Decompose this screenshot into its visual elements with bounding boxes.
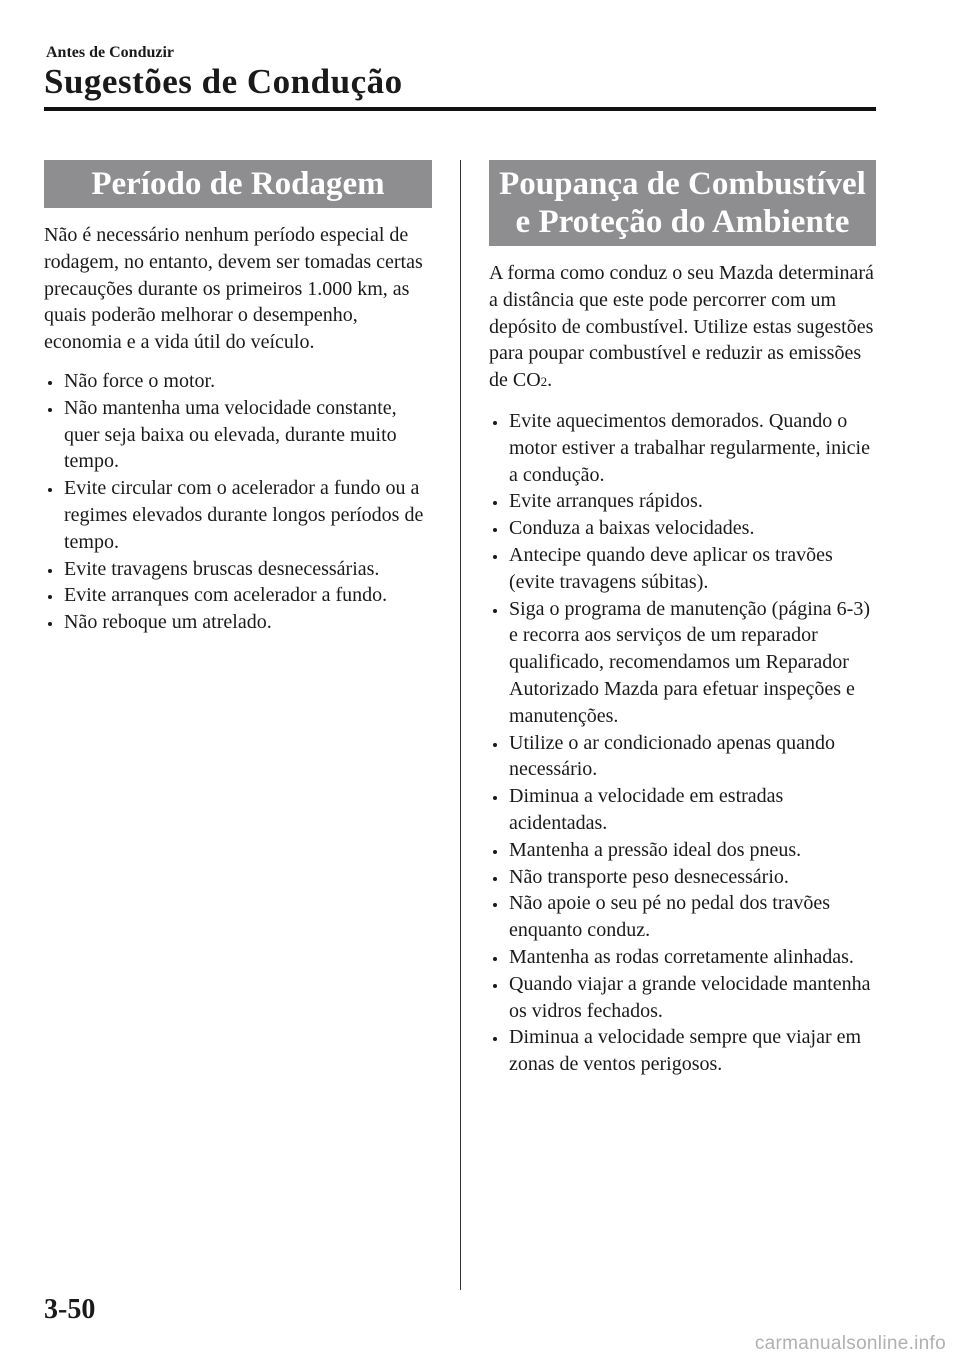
list-item: Evite arranques rápidos.: [489, 488, 876, 515]
fuel-economy-intro-text: A forma como conduz o seu Mazda determinará a distância que este pode percorrer com um depósito de combustível. Utilize estas sugestões para poupar combustível e reduzir as emissões de CO: [489, 262, 874, 392]
page-number: 3-50: [44, 1294, 96, 1325]
column-divider: [460, 160, 461, 1290]
fuel-economy-intro-end: .: [547, 369, 553, 392]
break-in-list: [44, 368, 432, 636]
fuel-economy-heading-line2: e Proteção do Ambiente: [515, 204, 850, 240]
co2-subscript: 2: [540, 374, 548, 390]
list-item: Não reboque um atrelado.: [44, 609, 432, 636]
list-item: Mantenha as rodas corretamente alinhadas.: [489, 944, 876, 971]
list-item: Evite circular com o acelerador a fundo ou a regimes elevados durante longos períodos de tempo.: [44, 475, 432, 555]
fuel-economy-intro: [489, 260, 876, 396]
list-item: Diminua a velocidade sempre que viajar em zonas de ventos perigosos.: [489, 1024, 876, 1078]
list-item: Evite arranques com acelerador a fundo.: [44, 582, 432, 609]
list-item: Não mantenha uma velocidade constante, quer seja baixa ou elevada, durante muito tempo.: [44, 395, 432, 475]
fuel-economy-heading-line1: Poupança de Combustível: [499, 166, 866, 202]
list-item: Evite travagens bruscas desnecessárias.: [44, 556, 432, 583]
right-column: [489, 160, 876, 1078]
list-item: Não apoie o seu pé no pedal dos travões enquanto conduz.: [489, 890, 876, 944]
list-item: Antecipe quando deve aplicar os travões (evite travagens súbitas).: [489, 542, 876, 596]
list-item: Siga o programa de manutenção (página 6-3) e recorra aos serviços de um reparador qualificado, recomendamos um Reparador Autorizado Mazda para efetuar inspeções e manutenções.: [489, 596, 876, 730]
list-item: Utilize o ar condicionado apenas quando necessário.: [489, 730, 876, 784]
fuel-economy-list: [489, 408, 876, 1078]
break-in-intro: Não é necessário nenhum período especial de rodagem, no entanto, devem ser tomadas certas precauções durante os primeiros 1.000 km, as quais poderão melhorar o desempenho, economia e a vida útil do veículo.: [44, 224, 423, 354]
list-item: Evite aquecimentos demorados. Quando o motor estiver a trabalhar regularmente, inicie a condução.: [489, 408, 876, 488]
list-item: Diminua a velocidade em estradas acidentadas.: [489, 783, 876, 837]
fuel-economy-heading: [489, 160, 876, 246]
watermark: carmanualsonline.info: [754, 1333, 946, 1354]
chapter-label: Antes de Conduzir: [46, 44, 175, 61]
left-column: [44, 160, 432, 636]
list-item: Quando viajar a grande velocidade mantenha os vidros fechados.: [489, 971, 876, 1025]
list-item: Não transporte peso desnecessário.: [489, 864, 876, 891]
list-item: Mantenha a pressão ideal dos pneus.: [489, 837, 876, 864]
section-title: Sugestões de Condução: [44, 62, 403, 101]
header-rule: [44, 107, 876, 111]
list-item: Conduza a baixas velocidades.: [489, 515, 876, 542]
break-in-period-heading: Período de Rodagem: [44, 160, 432, 208]
list-item: Não force o motor.: [44, 368, 432, 395]
